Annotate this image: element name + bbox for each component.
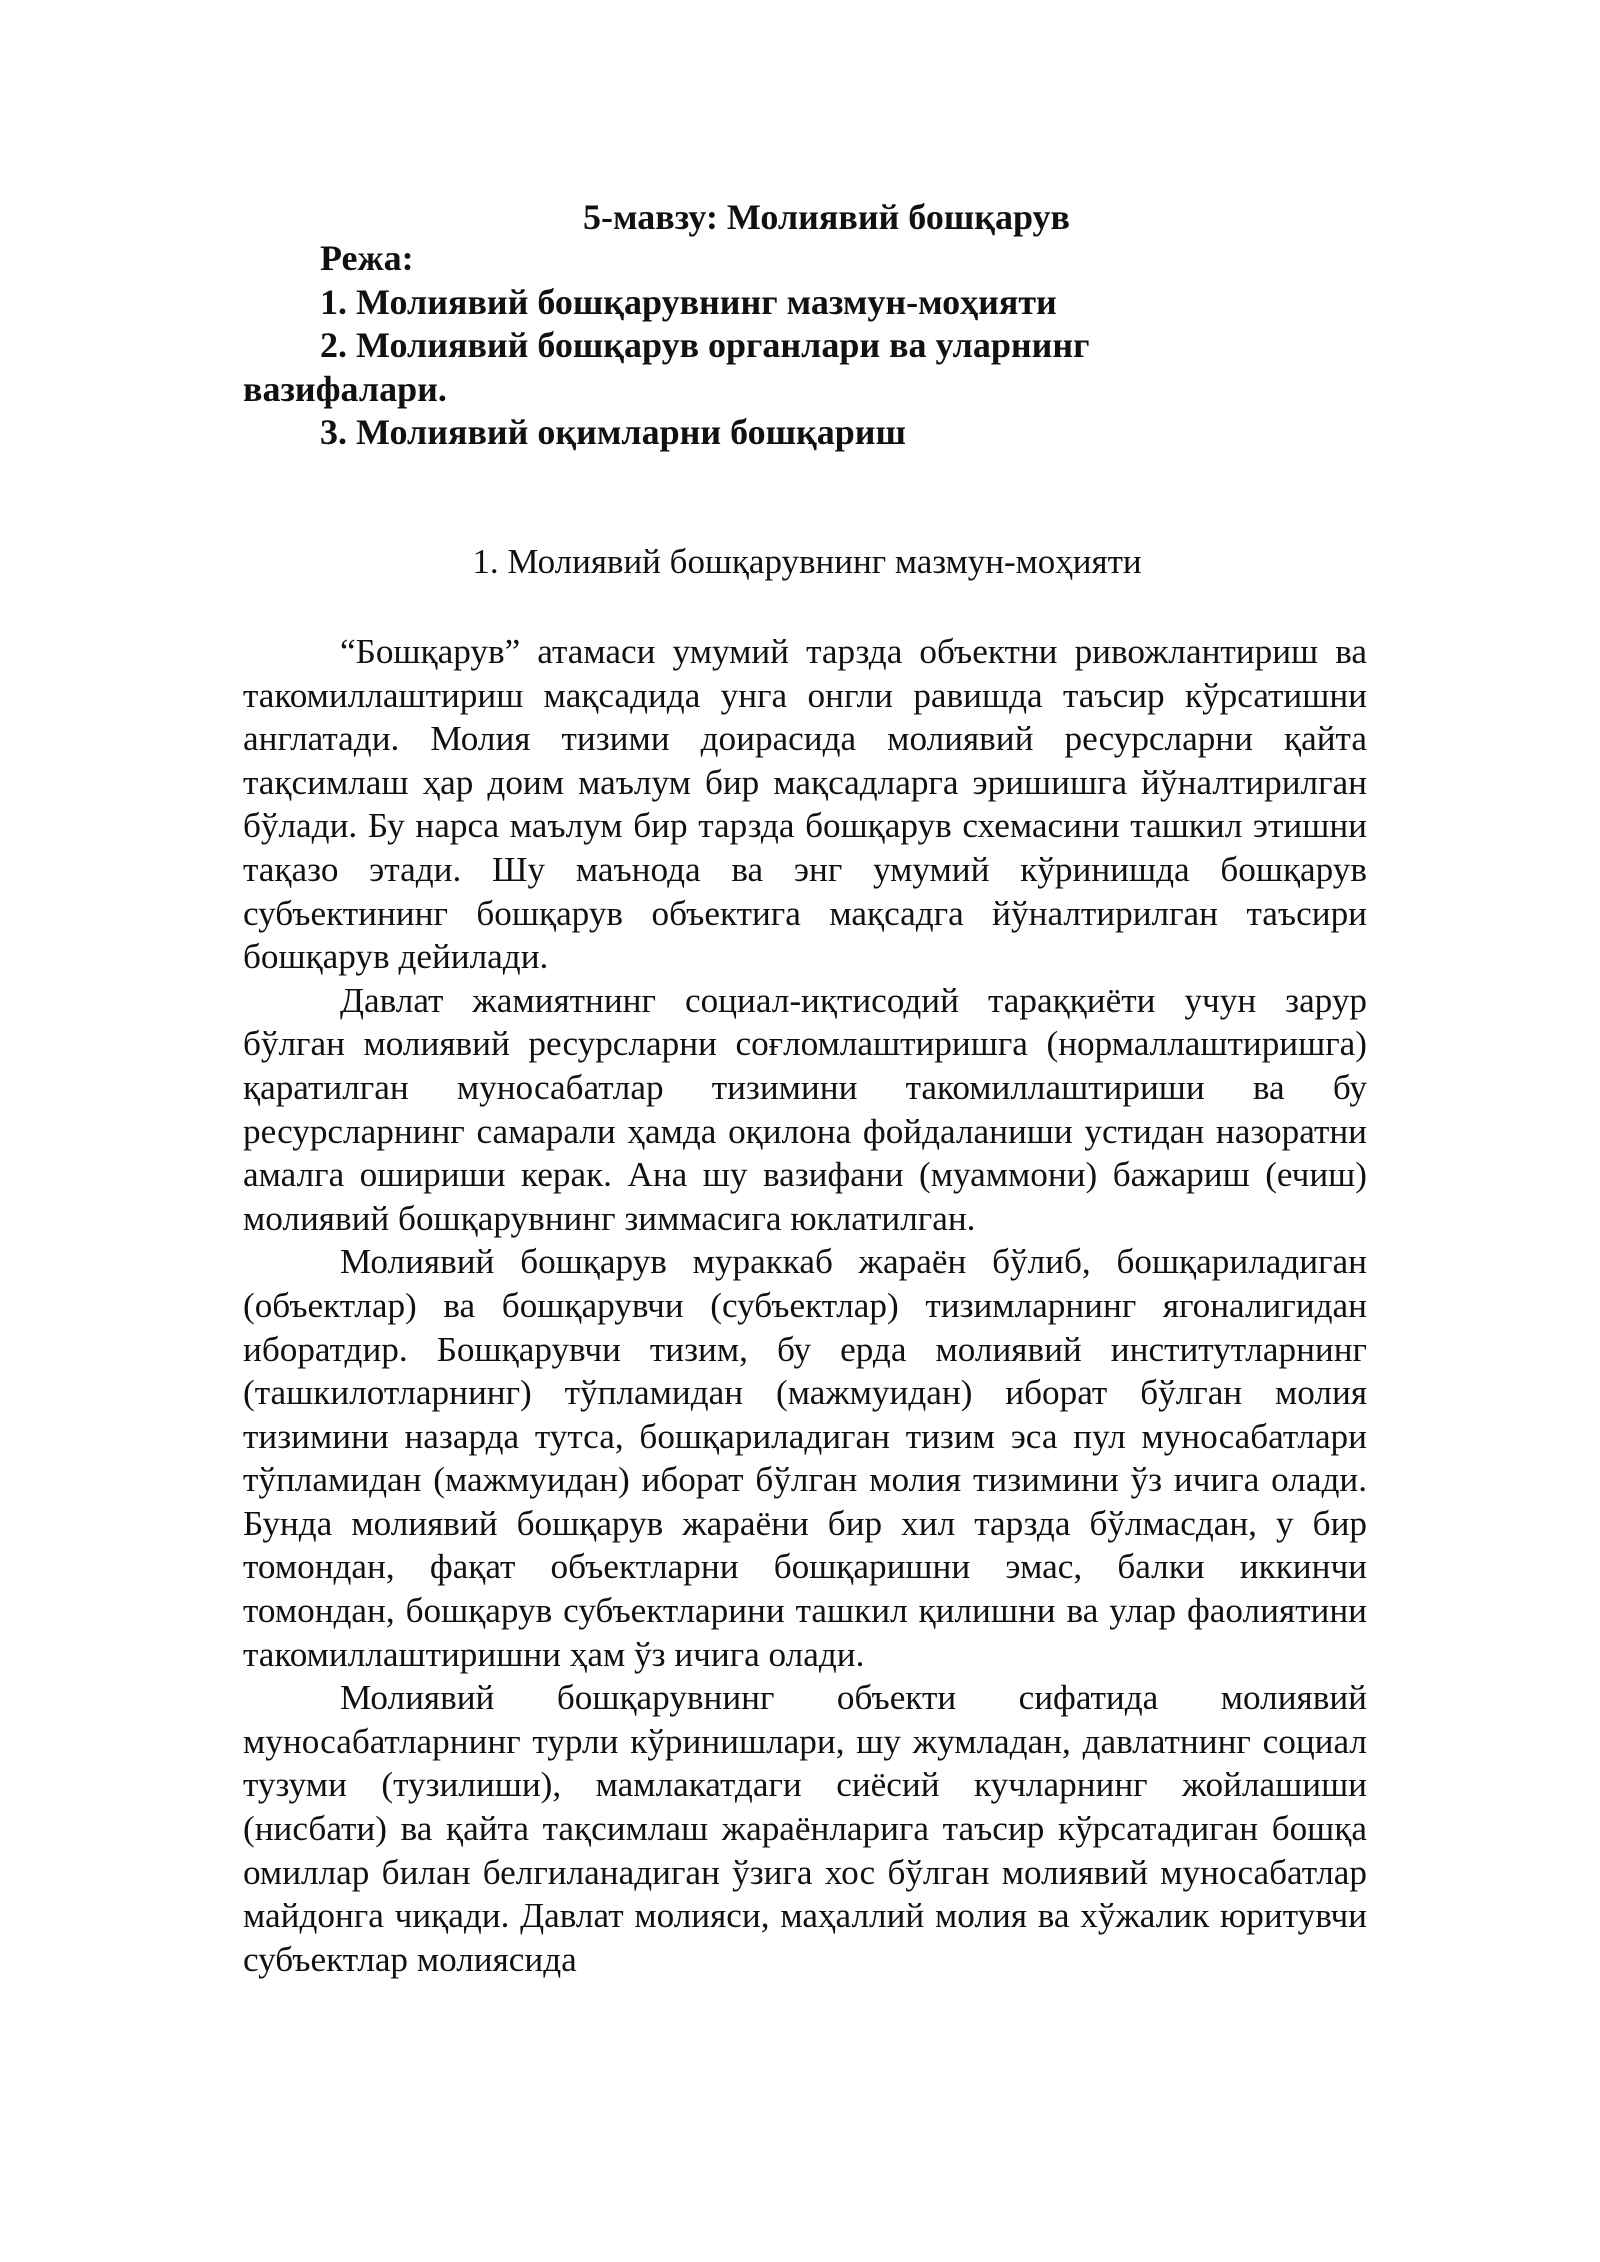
section-heading: 1. Молиявий бошқарувнинг мазмун-моҳияти xyxy=(472,542,1142,581)
paragraph: Молиявий бошқарувнинг объекти сифатида молиявий муносабатларнинг турли кўринишлари, шу жумладан, давлатнинг социал тузуми (тузилиши), мамлакатдаги сиёсий кучларнинг жойлашиши (нисбати) ва қайта тақсимлаш жараёнларига таъсир кўрсатадиган бошқа омиллар билан белгиланадиган ўзига хос бўлган молиявий муносабатлар майдонга чиқади. Давлат молияси, маҳаллий молия ва хўжалик юритувчи субъектлар молиясида xyxy=(243,1678,1367,1979)
paragraph: Давлат жамиятнинг социал-иқтисодий тараққиёти учун зарур бўлган молиявий ресурсларни соғломлаштиришга (нормаллаштиришга) қаратилган муносабатлар тизимини такомиллаштириши ва бу ресурсларнинг самарали ҳамда оқилона фойдаланиши устидан назоратни амалга ошириши керак. Ана шу вазифани (муаммони) бажариш (ечиш) молиявий бошқарувнинг зиммасига юклатилган. xyxy=(243,980,1367,1238)
plan-item-3: 3. Молиявий оқимларни бошқариш xyxy=(320,412,906,452)
plan-section xyxy=(243,237,1367,455)
plan-item-2-continuation: вазифалари. xyxy=(243,368,447,409)
document-title: 5-мавзу: Молиявий бошқарув xyxy=(583,197,1070,237)
plan-heading: Режа: xyxy=(320,238,414,278)
paragraph: “Бошқарув” атамаси умумий тарзда объектни ривожлантириш ва такомиллаштириш мақсадида унга онгли равишда таъсир кўрсатишни англатади. Молия тизими доирасида молиявий ресурсларни қайта тақсимлаш ҳар доим маълум бир мақсадларга эришишга йўналтирилган бўлади. Бу нарса маълум бир тарзда бошқарув схемасини ташкил этишни тақазо этади. Шу маънода ва энг умумий кўринишда бошқарув субъектининг бошқарув объектига мақсадга йўналтирилган таъсири бошқарув дейилади. xyxy=(243,632,1367,977)
paragraph: Молиявий бошқарув мураккаб жараён бўлиб, бошқариладиган (объектлар) ва бошқарувчи (субъектлар) тизимларнинг ягоналигидан иборатдир. Бошқарувчи тизим, бу ерда молиявий институтларнинг (ташкилотларнинг) тўпламидан (мажмуидан) иборат бўлган молия тизимини назарда тутса, бошқариладиган тизим эса пул муносабатлари тўпламидан (мажмуидан) иборат бўлган молия тизимини ўз ичига олади. Бунда молиявий бошқарув жараёни бир хил тарзда бўлмасдан, у бир томондан, фақат объектларни бошқаришни эмас, балки иккинчи томондан, бошқарув субъектларини ташкил қилишни ва улар фаолиятини такомиллаштиришни ҳам ўз ичига олади. xyxy=(243,1242,1367,1674)
body-text xyxy=(243,630,1367,1981)
plan-item-1: 1. Молиявий бошқарувнинг мазмун-моҳияти xyxy=(320,281,1057,322)
plan-item-2: 2. Молиявий бошқарув органлари ва уларнинг xyxy=(320,325,1090,365)
